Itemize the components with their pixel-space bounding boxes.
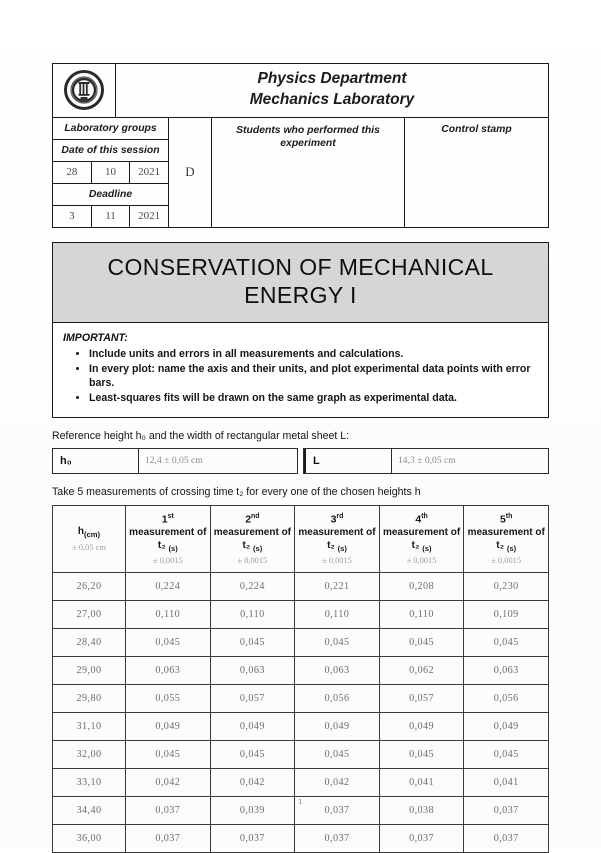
lab-report-sheet	[52, 63, 549, 853]
control-stamp-label: Control stamp	[441, 123, 512, 135]
h0-field-group	[52, 448, 298, 474]
cell-measurement-3[interactable]: 0,221	[295, 573, 380, 601]
table-row	[53, 769, 549, 797]
cell-measurement-5[interactable]: 0,045	[464, 741, 549, 769]
m3-main: measurement of t₂	[298, 526, 376, 551]
cell-measurement-2[interactable]: 0,037	[210, 825, 295, 853]
deadline-year[interactable]: 2021	[129, 206, 168, 227]
m5-main: measurement of t₂	[467, 526, 545, 551]
column-header-m1	[126, 505, 211, 572]
important-item: • Include units and errors in all measurements and calculations.	[89, 347, 538, 361]
table-header-row	[53, 505, 549, 572]
session-day[interactable]: 28	[66, 165, 78, 178]
cell-measurement-4[interactable]: 0,208	[379, 573, 464, 601]
m3-note: (s)	[337, 543, 347, 553]
seal-graphic	[64, 70, 104, 110]
cell-measurement-1[interactable]: 0,224	[126, 573, 211, 601]
reference-intro: Reference height h₀ and the width of rectangular metal sheet L:	[52, 429, 350, 442]
m2-main: measurement of t₂	[213, 526, 292, 551]
table-row	[53, 657, 549, 685]
m2-error: ± 0,0015	[237, 556, 268, 566]
cell-measurement-5[interactable]: 0,037	[464, 797, 549, 825]
cell-measurement-3[interactable]: 0,110	[295, 601, 380, 629]
h-error: ± 0,05 cm	[72, 542, 106, 552]
cell-measurement-2[interactable]: 0,039	[210, 797, 295, 825]
m2-note: (s)	[253, 543, 263, 553]
cell-height[interactable]: 27,00	[53, 601, 126, 629]
department-line: Physics Department	[257, 70, 407, 87]
cell-measurement-5[interactable]: 0,049	[464, 713, 549, 741]
m1-error: ± 0,0015	[152, 556, 183, 566]
cell-measurement-2[interactable]: 0,057	[210, 685, 295, 713]
L-value[interactable]: 14,3 ± 0,05 cm	[391, 449, 548, 473]
reference-row	[52, 448, 549, 474]
L-label: L	[304, 449, 391, 473]
m2-suffix: nd	[251, 512, 260, 520]
deadline-month[interactable]: 11	[91, 206, 130, 227]
cell-measurement-5[interactable]: 0,230	[464, 573, 549, 601]
laboratory-line: Mechanics Laboratory	[249, 90, 415, 108]
m5-ordinal: 5	[499, 512, 506, 525]
cell-measurement-3[interactable]: 0,037	[295, 797, 380, 825]
m5-error: ± 0,0015	[491, 556, 522, 566]
table-row	[53, 825, 549, 853]
cell-measurement-4[interactable]: 0,037	[379, 825, 464, 853]
table-row	[53, 685, 549, 713]
cell-measurement-1[interactable]: 0,049	[126, 713, 211, 741]
m1-suffix: st	[167, 512, 174, 520]
table-head	[53, 505, 549, 572]
students-label: Students who performed this experiment	[236, 124, 380, 149]
m2-ordinal: 2	[245, 512, 252, 525]
cell-height[interactable]: 26,20	[53, 573, 126, 601]
cell-height[interactable]: 31,10	[53, 713, 126, 741]
cell-measurement-3[interactable]: 0,056	[295, 685, 380, 713]
h0-value[interactable]: 12,4 ± 0,05 cm	[138, 449, 297, 473]
session-date-label: Date of this session	[53, 140, 168, 162]
experiment-title: CONSERVATION OF MECHANICAL ENERGY I	[52, 242, 549, 323]
cell-height[interactable]: 28,40	[53, 629, 126, 657]
control-stamp-cell[interactable]	[405, 118, 548, 227]
cell-measurement-2[interactable]: 0,224	[210, 573, 295, 601]
column-header-m2	[210, 505, 295, 572]
m3-suffix: rd	[336, 512, 344, 520]
table-row	[53, 713, 549, 741]
m4-ordinal: 4	[415, 512, 422, 525]
m4-error: ± 0,0015	[406, 556, 437, 566]
important-item: • In every plot: name the axis and their units, and plot experimental data points with error bars.	[89, 362, 538, 390]
L-field-group	[303, 448, 549, 474]
metadata-grid	[52, 117, 549, 228]
cell-measurement-1[interactable]: 0,037	[126, 797, 211, 825]
university-seal-icon	[53, 64, 116, 117]
cell-measurement-4[interactable]: 0,057	[379, 685, 464, 713]
cell-height[interactable]: 33,10	[53, 769, 126, 797]
table-row	[53, 629, 549, 657]
cell-measurement-5[interactable]: 0,109	[464, 601, 549, 629]
deadline-label: Deadline	[53, 183, 168, 206]
column-header-m5	[464, 505, 549, 572]
cell-measurement-1[interactable]: 0,042	[126, 769, 211, 797]
cell-measurement-3[interactable]: 0,045	[295, 741, 380, 769]
table-row	[53, 601, 549, 629]
cell-measurement-3[interactable]: 0,045	[295, 629, 380, 657]
cell-measurement-3[interactable]: 0,049	[295, 713, 380, 741]
m5-note: (s)	[506, 543, 517, 553]
cell-measurement-2[interactable]: 0,042	[210, 769, 295, 797]
document-title-block	[116, 64, 548, 117]
deadline-day[interactable]: 3	[69, 209, 75, 222]
cell-measurement-4[interactable]: 0,038	[379, 797, 464, 825]
cell-measurement-3[interactable]: 0,037	[295, 825, 380, 853]
h-symbol: h	[77, 526, 85, 538]
cell-measurement-3[interactable]: 0,063	[295, 657, 380, 685]
table-intro: Take 5 measurements of crossing time t₂ for every one of the chosen heights h	[52, 485, 421, 498]
cell-measurement-4[interactable]: 0,062	[379, 657, 464, 685]
cell-measurement-2[interactable]: 0,045	[210, 629, 295, 657]
m1-note: (s)	[168, 543, 178, 553]
students-cell[interactable]	[212, 118, 405, 227]
important-notes-box	[52, 323, 549, 418]
m3-error: ± 0,0015	[322, 556, 352, 566]
cell-measurement-4[interactable]: 0,049	[379, 713, 464, 741]
cell-measurement-1[interactable]: 0,055	[126, 685, 211, 713]
session-month[interactable]: 10	[91, 162, 130, 183]
important-list	[63, 347, 538, 406]
cell-height[interactable]: 32,00	[53, 741, 126, 769]
cell-measurement-1[interactable]: 0,037	[126, 825, 211, 853]
m1-main: measurement of t₂	[129, 526, 207, 551]
cell-measurement-1[interactable]: 0,063	[126, 657, 211, 685]
table-row	[53, 573, 549, 601]
column-header-h	[53, 505, 126, 572]
cell-height[interactable]: 36,00	[53, 825, 126, 853]
column-header-m4	[379, 505, 464, 572]
m5-suffix: th	[505, 512, 513, 520]
cell-measurement-4[interactable]: 0,110	[379, 601, 464, 629]
m3-ordinal: 3	[330, 512, 337, 525]
cell-measurement-4[interactable]: 0,041	[379, 769, 464, 797]
cell-measurement-5[interactable]: 0,056	[464, 685, 549, 713]
cell-measurement-1[interactable]: 0,045	[126, 629, 211, 657]
page-number: 1	[298, 797, 303, 806]
column-header-m3	[295, 505, 380, 572]
h0-label: h₀	[60, 454, 72, 467]
cell-measurement-4[interactable]: 0,045	[379, 629, 464, 657]
cell-measurement-1[interactable]: 0,110	[126, 601, 211, 629]
cell-measurement-1[interactable]: 0,045	[126, 741, 211, 769]
cell-height[interactable]: 34,40	[53, 797, 126, 825]
cell-measurement-4[interactable]: 0,045	[379, 741, 464, 769]
important-heading: IMPORTANT:	[63, 331, 128, 344]
cell-measurement-2[interactable]: 0,063	[210, 657, 295, 685]
dates-column	[53, 118, 169, 227]
cell-height[interactable]: 29,00	[53, 657, 126, 685]
document-header	[52, 63, 549, 117]
session-year[interactable]: 2021	[129, 162, 168, 183]
cell-measurement-5[interactable]: 0,063	[464, 657, 549, 685]
cell-measurement-5[interactable]: 0,041	[464, 769, 549, 797]
lab-groups-label: Laboratory groups	[53, 118, 168, 140]
cell-measurement-2[interactable]: 0,049	[210, 713, 295, 741]
table-body	[53, 573, 549, 853]
lab-group-value[interactable]: D	[169, 118, 212, 227]
m4-main: measurement of t₂	[382, 526, 461, 551]
session-date-cells	[53, 162, 168, 183]
h-unit: (cm)	[84, 530, 101, 540]
cell-height[interactable]: 29,80	[53, 685, 126, 713]
m4-note: (s)	[422, 543, 432, 553]
deadline-date-cells	[53, 206, 168, 227]
cell-measurement-5[interactable]: 0,037	[464, 825, 549, 853]
cell-measurement-2[interactable]: 0,045	[210, 741, 295, 769]
m1-ordinal: 1	[161, 512, 168, 525]
m4-suffix: th	[421, 512, 428, 520]
table-row	[53, 741, 549, 769]
cell-measurement-5[interactable]: 0,045	[464, 629, 549, 657]
cell-measurement-3[interactable]: 0,042	[295, 769, 380, 797]
important-item: • Least-squares fits will be drawn on the same graph as experimental data.	[89, 391, 538, 405]
cell-measurement-2[interactable]: 0,110	[210, 601, 295, 629]
